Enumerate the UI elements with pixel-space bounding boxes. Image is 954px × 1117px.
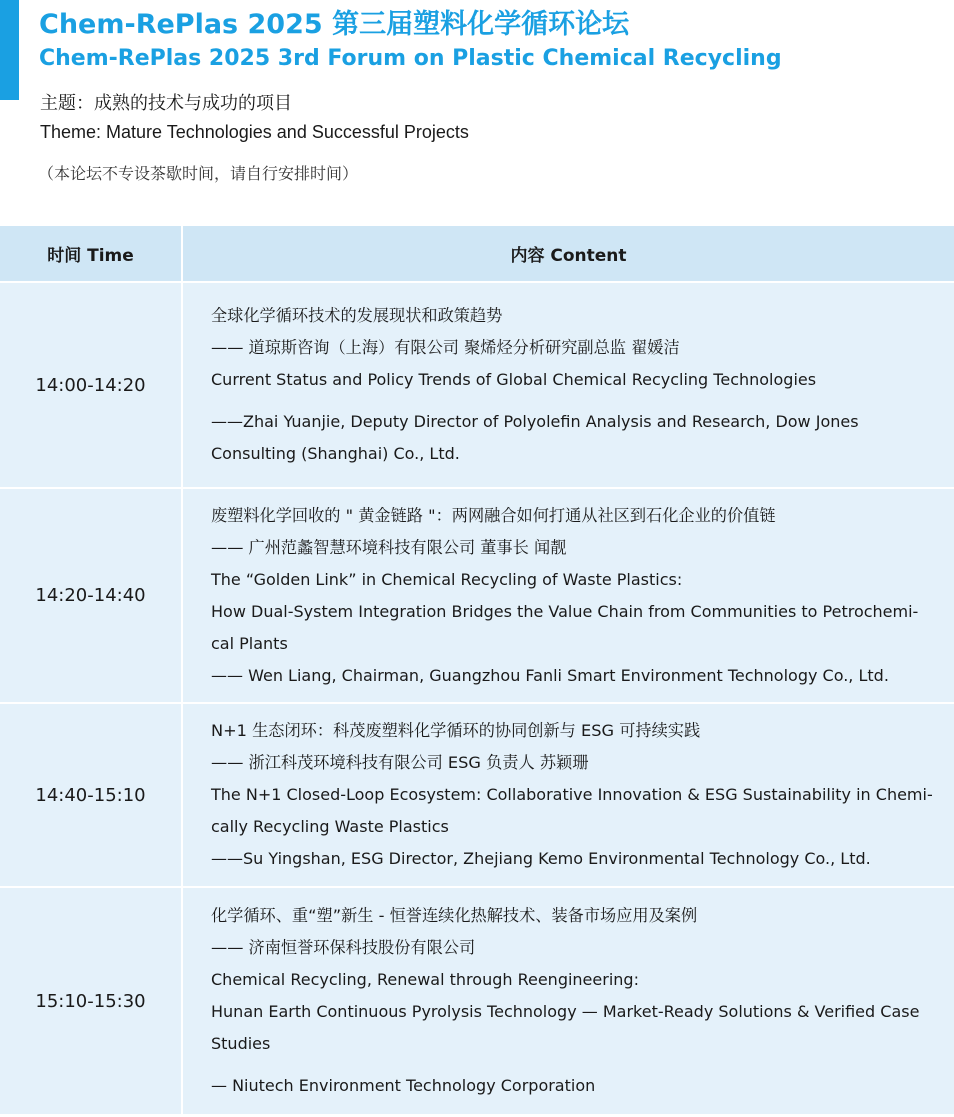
speaker-en: ——Zhai Yuanjie, Deputy Director of Polyolefin Analysis and Research, Dow Jones: [211, 412, 859, 431]
schedule-note: （本论坛不专设茶歇时间，请自行安排时间）: [38, 164, 359, 183]
speaker-cn: —— 道琼斯咨询（上海）有限公司 聚烯烃分析研究副总监 翟媛洁: [211, 338, 680, 357]
forum-title-en: Chem-RePlas 2025 3rd Forum on Plastic Chemical Recycling: [39, 46, 782, 71]
column-header-content: 内容 Content: [182, 226, 954, 282]
speaker-en-cont: Consulting (Shanghai) Co., Ltd.: [211, 444, 460, 463]
speaker-cn: —— 浙江科茂环境科技有限公司 ESG 负责人 苏颖珊: [211, 753, 589, 772]
session-content: [182, 887, 954, 1115]
speaker-cn: —— 广州范蠡智慧环境科技有限公司 董事长 闻靓: [211, 537, 567, 557]
talk-title-en-cont: cally Recycling Waste Plastics: [211, 817, 449, 836]
speaker-en: —— Wen Liang, Chairman, Guangzhou Fanli Smart Environment Technology Co., Ltd.: [211, 665, 889, 685]
session-time: 14:40-15:10: [0, 703, 182, 887]
theme-en: Theme: Mature Technologies and Successful Projects: [40, 122, 469, 142]
speaker-en: ——Su Yingshan, ESG Director, Zhejiang Kemo Environmental Technology Co., Ltd.: [211, 849, 871, 868]
table-row: [0, 488, 954, 703]
session-content: [182, 282, 954, 488]
forum-title-cn: Chem-RePlas 2025 第三届塑料化学循环论坛: [39, 9, 630, 40]
talk-title-cn: N+1 生态闭环：科茂废塑料化学循环的协同创新与 ESG 可持续实践: [211, 721, 701, 740]
talk-title-en: The “Golden Link” in Chemical Recycling of Waste Plastics:: [211, 569, 683, 589]
talk-subtitle-en: How Dual-System Integration Bridges the Value Chain from Communities to Petrochemi-: [211, 601, 919, 621]
table-row: [0, 282, 954, 488]
speaker-en: — Niutech Environment Technology Corporation: [211, 1076, 596, 1095]
talk-subtitle-en: Hunan Earth Continuous Pyrolysis Technology — Market-Ready Solutions & Verified Case: [211, 1002, 920, 1021]
talk-subtitle-en-cont: cal Plants: [211, 633, 288, 653]
talk-subtitle-en-cont: Studies: [211, 1034, 271, 1053]
session-time: 14:20-14:40: [0, 488, 182, 703]
session-time: 15:10-15:30: [0, 887, 182, 1115]
talk-title-cn: 全球化学循环技术的发展现状和政策趋势: [211, 306, 503, 325]
talk-title-en: Current Status and Policy Trends of Global Chemical Recycling Technologies: [211, 370, 817, 389]
agenda-table: [0, 226, 954, 1116]
table-header-row: [0, 226, 954, 282]
table-row: [0, 887, 954, 1115]
accent-bar: [0, 0, 19, 100]
table-row: [0, 703, 954, 887]
talk-title-cn: 废塑料化学回收的 " 黄金链路 "：两网融合如何打通从社区到石化企业的价值链: [211, 505, 776, 525]
talk-title-cn: 化学循环、重“塑”新生 - 恒誉连续化热解技术、装备市场应用及案例: [211, 906, 698, 925]
session-content: [182, 703, 954, 887]
session-time: 14:00-14:20: [0, 282, 182, 488]
speaker-cn: —— 济南恒誉环保科技股份有限公司: [211, 938, 476, 957]
session-content: [182, 488, 954, 703]
talk-title-en: Chemical Recycling, Renewal through Reengineering:: [211, 970, 639, 989]
column-header-time: 时间 Time: [0, 226, 182, 282]
talk-title-en: The N+1 Closed-Loop Ecosystem: Collaborative Innovation & ESG Sustainability in Chemi-: [211, 785, 933, 804]
theme-cn: 主题：成熟的技术与成功的项目: [40, 93, 292, 114]
